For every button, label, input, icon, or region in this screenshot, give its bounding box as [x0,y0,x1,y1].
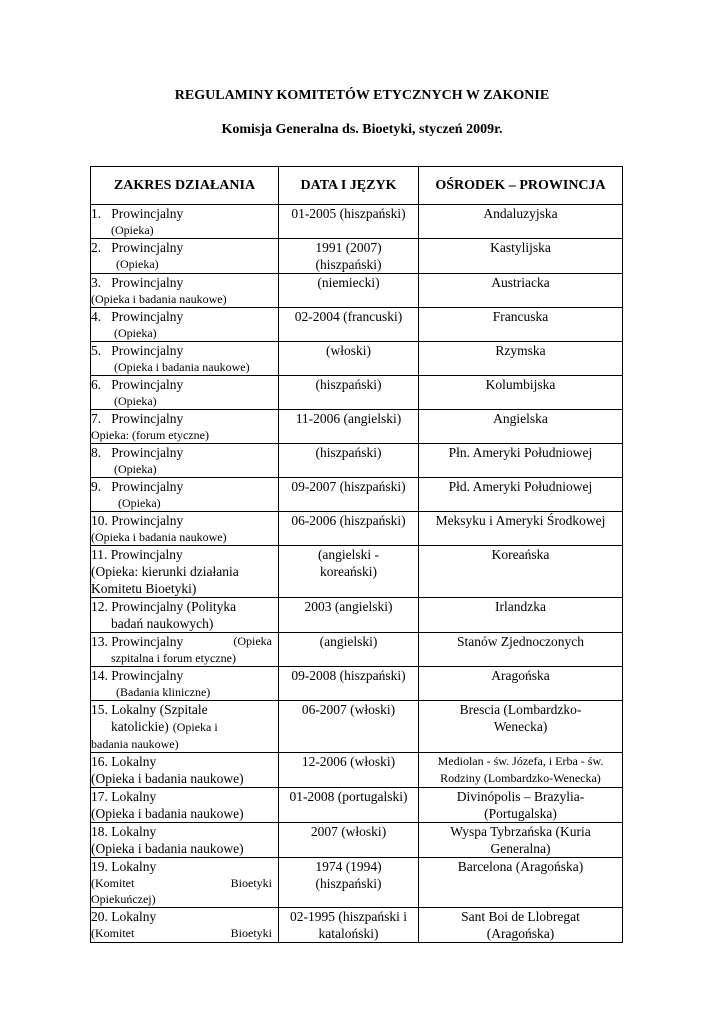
data-jezyk-cell: 01-2005 (hiszpański) [279,205,419,239]
zakres-line-1: 5. Prowincjalny [91,343,184,358]
zakres-line-1: 18. Lokalny [91,824,157,839]
zakres-cell [91,823,279,858]
data-jezyk-cell: 06-2007 (włoski) [279,701,419,753]
zakres-line-2: (Opieka i badania naukowe) [91,530,227,544]
zakres-line-2 [91,875,278,891]
zakres-line-2: (Opieka) [114,326,157,340]
osrodek-cell: Angielska [419,410,623,444]
table-row [91,342,623,376]
osrodek-cell: Divinópolis – Brazylia- (Portugalska) [419,788,623,823]
table-row [91,546,623,598]
zakres-cell [91,633,279,667]
data-jezyk-cell: 12-2006 (włoski) [279,753,419,788]
osrodek-cell: Płd. Ameryki Południowej [419,478,623,512]
data-jezyk-cell: (włoski) [279,342,419,376]
zakres-cell [91,598,279,633]
zakres-line-1: 2. Prowincjalny [91,240,184,255]
table-row [91,701,623,753]
zakres-level: 13. Prowincjalny [91,634,184,649]
zakres-cell [91,410,279,444]
header-osrodek: OŚRODEK – PROWINCJA [419,167,623,205]
table-row [91,512,623,546]
zakres-line-1: 7. Prowincjalny [91,411,184,426]
zakres-line-1: 4. Prowincjalny [91,309,184,324]
zakres-line-3: Opiekuńczej) [91,892,156,906]
zakres-scope-start: (Opieka [233,634,272,648]
zakres-line-2: (Opieka) [114,462,157,476]
table-row [91,823,623,858]
zakres-cell [91,478,279,512]
zakres-line-1: 14. Prowincjalny [91,668,184,683]
table-row [91,410,623,444]
osrodek-cell: Sant Boi de Llobregat (Aragońska) [419,908,623,943]
zakres-line-2: badań naukowych) [111,616,214,631]
zakres-cell [91,274,279,308]
zakres-line-2: (Badania kliniczne) [116,685,211,699]
zakres-line-2: (Opieka i badania naukowe) [91,806,244,821]
zakres-cell [91,788,279,823]
data-jezyk-cell: 02-2004 (francuski) [279,308,419,342]
table-row [91,444,623,478]
osrodek-cell: Irlandzka [419,598,623,633]
zakres-cell [91,512,279,546]
zakres-line-1: 15. Lokalny (Szpitale [91,702,208,717]
zakres-line-1: 6. Prowincjalny [91,377,184,392]
data-jezyk-cell: 02-1995 (hiszpański i kataloński) [279,908,419,943]
zakres-line-2: szpitalna i forum etyczne) [111,651,236,665]
table-row [91,376,623,410]
data-jezyk-cell: (niemiecki) [279,274,419,308]
zakres-line-1: 20. Lokalny [91,909,157,924]
data-jezyk-cell: (hiszpański) [279,444,419,478]
osrodek-cell: Kolumbijska [419,376,623,410]
zakres-line-1: 3. Prowincjalny [91,275,184,290]
osrodek-cell: Brescia (Lombardzko- Wenecka) [419,701,623,753]
zakres-line-2: (Opieka: kierunki działania [91,564,239,579]
header-zakres: ZAKRES DZIAŁANIA [91,167,279,205]
zakres-cell [91,701,279,753]
header-data: DATA I JĘZYK [279,167,419,205]
zakres-line-1 [91,633,278,650]
table-row [91,274,623,308]
zakres-line-2: (Opieka i badania naukowe) [91,292,227,306]
zakres-line-1: 1. Prowincjalny [91,206,184,221]
zakres-line-3: badania naukowe) [91,737,179,751]
data-jezyk-cell: 2007 (włoski) [279,823,419,858]
zakres-line-2: (Opieka) [116,257,159,271]
data-jezyk-cell: 09-2008 (hiszpański) [279,667,419,701]
zakres-line-3: Komitetu Bioetyki) [91,581,197,596]
zakres-line-1: 16. Lokalny [91,754,157,769]
zakres-cell [91,376,279,410]
zakres-line-2: (Opieka) [118,496,161,510]
zakres-line-1: 12. Prowincjalny (Polityka [91,599,237,614]
osrodek-cell: Meksyku i Ameryki Środkowej [419,512,623,546]
zakres-scope-rest: (Opieka i [172,720,218,734]
data-jezyk-cell: 09-2007 (hiszpański) [279,478,419,512]
zakres-line-1: 17. Lokalny [91,789,157,804]
zakres-cell [91,667,279,701]
zakres-cell [91,308,279,342]
data-jezyk-cell: (angielski) [279,633,419,667]
data-jezyk-cell: (angielski - koreański) [279,546,419,598]
zakres-scope-part: (Komitet [91,926,135,940]
data-jezyk-cell: (hiszpański) [279,376,419,410]
zakres-line-2: (Opieka i badania naukowe) [91,841,244,856]
data-jezyk-cell: 11-2006 (angielski) [279,410,419,444]
osrodek-cell: Andaluzyjska [419,205,623,239]
table-row [91,908,623,943]
zakres-cell [91,908,279,943]
table-row [91,788,623,823]
osrodek-cell: Aragońska [419,667,623,701]
osrodek-cell: Austriacka [419,274,623,308]
osrodek-cell: Mediolan - św. Józefa, i Erba - św. Rodziny (Lombardzko-Wenecka) [419,753,623,788]
zakres-scope-part: (Komitet [91,876,135,890]
osrodek-cell: Rzymska [419,342,623,376]
table-row [91,478,623,512]
zakres-line-1: 9. Prowincjalny [91,479,184,494]
data-jezyk-cell: 06-2006 (hiszpański) [279,512,419,546]
zakres-cell [91,205,279,239]
zakres-line-1: 11. Prowincjalny [91,547,183,562]
osrodek-cell: Stanów Zjednoczonych [419,633,623,667]
zakres-scope-part: katolickie) [111,719,169,734]
zakres-cell [91,444,279,478]
zakres-cell [91,546,279,598]
data-jezyk-cell: 1974 (1994) (hiszpański) [279,858,419,908]
table-row [91,753,623,788]
zakres-cell [91,342,279,376]
committees-table [90,166,623,943]
zakres-cell [91,858,279,908]
osrodek-cell: Płn. Ameryki Południowej [419,444,623,478]
table-row [91,858,623,908]
zakres-line-1: 19. Lokalny [91,859,157,874]
zakres-line-2: (Opieka i badania naukowe) [91,771,244,786]
document-title: REGULAMINY KOMITETÓW ETYCZNYCH W ZAKONIE [174,88,550,103]
osrodek-cell: Barcelona (Aragońska) [419,858,623,908]
osrodek-cell: Francuska [419,308,623,342]
zakres-line-2: (Opieka) [111,223,154,237]
table-header-row [91,167,623,205]
zakres-line-2: Opieka: (forum etyczne) [91,428,209,442]
data-jezyk-cell: 1991 (2007) (hiszpański) [279,239,419,274]
table-row [91,633,623,667]
table-row [91,308,623,342]
table-row [91,598,623,633]
zakres-scope-rest: Bioetyki [230,876,272,890]
data-jezyk-cell: 01-2008 (portugalski) [279,788,419,823]
zakres-line-1: 10. Prowincjalny [91,513,184,528]
table-row [91,239,623,274]
osrodek-cell: Koreańska [419,546,623,598]
zakres-cell [91,239,279,274]
zakres-line-2: (Opieka) [114,394,157,408]
zakres-line-2 [91,718,278,736]
data-jezyk-cell: 2003 (angielski) [279,598,419,633]
osrodek-cell: Kastylijska [419,239,623,274]
zakres-line-2 [91,925,278,941]
osrodek-cell: Wyspa Tybrzańska (Kuria Generalna) [419,823,623,858]
zakres-scope-rest: Bioetyki [230,926,272,940]
zakres-cell [91,753,279,788]
table-row [91,205,623,239]
zakres-line-2: (Opieka i badania naukowe) [114,360,250,374]
document-subtitle: Komisja Generalna ds. Bioetyki, styczeń 2009r. [221,122,503,137]
zakres-line-1: 8. Prowincjalny [91,445,184,460]
table-row [91,667,623,701]
